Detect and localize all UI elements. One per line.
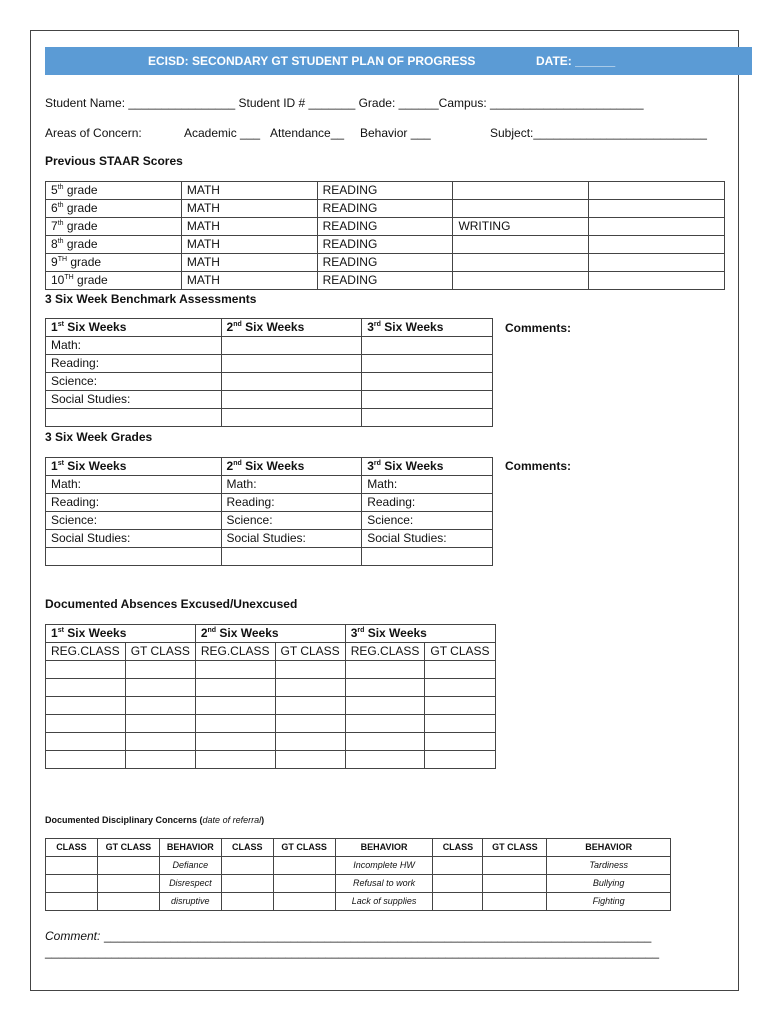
six-weeks-header-text: Six Weeks	[63, 459, 127, 473]
table-row	[46, 875, 671, 893]
class-cell[interactable]	[433, 893, 483, 911]
six-weeks-header-text: Six Weeks	[216, 626, 279, 640]
grade-suffix: grade	[63, 183, 98, 197]
behavior-cell[interactable]: Fighting	[547, 893, 671, 911]
grade-number: 6	[51, 201, 58, 215]
behavior-field[interactable]: Behavior ___	[360, 126, 431, 140]
discipline-header: CLASS	[433, 839, 483, 857]
absence-cell[interactable]	[345, 733, 425, 751]
score-cell[interactable]	[589, 182, 725, 200]
benchmark-table	[45, 318, 493, 427]
score-cell[interactable]: MATH	[181, 254, 317, 272]
score-cell[interactable]: READING	[317, 182, 453, 200]
subject-cell[interactable]: Reading:	[221, 494, 362, 512]
table-row	[46, 697, 496, 715]
six-weeks-header-num: 2	[200, 626, 208, 640]
staar-heading: Previous STAAR Scores	[45, 154, 183, 168]
six-weeks-header-sup: rd	[373, 321, 381, 328]
subject-cell[interactable]	[362, 548, 493, 566]
absence-cell[interactable]	[195, 715, 275, 733]
title-banner	[45, 47, 752, 75]
six-weeks-header-sup: st	[57, 321, 64, 328]
table-row	[46, 337, 493, 355]
table-row	[46, 391, 493, 409]
six-weeks-header-sup: nd	[233, 460, 242, 467]
subject-cell[interactable]	[362, 373, 493, 391]
absence-cell[interactable]	[46, 715, 126, 733]
header-row	[46, 458, 493, 476]
table-row	[46, 715, 496, 733]
absence-cell[interactable]	[345, 715, 425, 733]
class-cell[interactable]	[433, 875, 483, 893]
score-cell[interactable]: MATH	[181, 272, 317, 290]
table-row	[46, 661, 496, 679]
table-row	[46, 893, 671, 911]
staar-table	[45, 181, 725, 290]
score-cell[interactable]	[453, 254, 589, 272]
table-row	[46, 733, 496, 751]
subject-field[interactable]: Subject:__________________________	[490, 126, 707, 140]
table-row	[46, 409, 493, 427]
header-row	[46, 839, 671, 857]
subject-cell[interactable]	[46, 548, 222, 566]
score-cell[interactable]	[453, 182, 589, 200]
subject-cell[interactable]	[362, 391, 493, 409]
comment-line-1[interactable]: __________________________________________________________________________________	[104, 929, 652, 943]
class-cell[interactable]	[221, 893, 273, 911]
absence-cell[interactable]	[195, 679, 275, 697]
grade-suffix-sup: th	[57, 202, 64, 209]
six-weeks-header	[46, 625, 196, 643]
discipline-header: CLASS	[221, 839, 273, 857]
discipline-table	[45, 838, 671, 911]
class-cell[interactable]	[273, 893, 335, 911]
class-cell[interactable]	[97, 857, 159, 875]
subject-cell[interactable]	[221, 355, 362, 373]
discipline-heading-b: date of referral	[202, 815, 262, 825]
absence-cell[interactable]	[195, 697, 275, 715]
six-weeks-header-sup: st	[57, 627, 64, 634]
grade-suffix: grade	[63, 237, 98, 251]
six-weeks-header-sup: rd	[373, 460, 381, 467]
six-weeks-header-text: Six Weeks	[63, 626, 127, 640]
score-cell[interactable]: READING	[317, 218, 453, 236]
absence-cell[interactable]	[275, 751, 345, 769]
class-cell[interactable]	[483, 875, 547, 893]
score-cell[interactable]	[453, 236, 589, 254]
table-row	[46, 476, 493, 494]
score-cell[interactable]: WRITING	[453, 218, 589, 236]
score-cell[interactable]: MATH	[181, 236, 317, 254]
absence-cell[interactable]	[46, 679, 126, 697]
absence-cell[interactable]	[46, 751, 126, 769]
behavior-cell[interactable]: Bullying	[547, 875, 671, 893]
discipline-header: CLASS	[46, 839, 98, 857]
absence-cell[interactable]	[275, 661, 345, 679]
absence-cell[interactable]	[125, 697, 195, 715]
absence-cell[interactable]	[195, 661, 275, 679]
behavior-cell[interactable]: Incomplete HW	[335, 857, 433, 875]
grade-suffix: grade	[67, 255, 102, 269]
subject-cell[interactable]: Social Studies:	[46, 391, 222, 409]
subject-cell[interactable]	[221, 337, 362, 355]
grade-number: 10	[51, 273, 65, 287]
class-cell[interactable]	[46, 893, 98, 911]
grade-cell	[46, 200, 182, 218]
absence-cell[interactable]	[195, 733, 275, 751]
subject-cell[interactable]: Social Studies:	[46, 530, 222, 548]
grade-number: 8	[51, 237, 58, 251]
table-row	[46, 548, 493, 566]
grade-cell	[46, 272, 182, 290]
six-weeks-header-num: 3	[350, 626, 358, 640]
six-weeks-header-num: 1	[51, 626, 58, 640]
subject-cell[interactable]	[221, 409, 362, 427]
behavior-cell[interactable]: Disrespect	[159, 875, 221, 893]
six-weeks-header-text: Six Weeks	[241, 459, 305, 473]
table-row	[46, 530, 493, 548]
absences-heading: Documented Absences Excused/Unexcused	[45, 597, 298, 611]
six-weeks-header-text: Six Weeks	[380, 320, 444, 334]
discipline-heading	[45, 815, 264, 825]
behavior-cell[interactable]: Refusal to work	[335, 875, 433, 893]
attendance-field[interactable]: Attendance__	[270, 126, 345, 140]
six-weeks-header-num: 2	[226, 320, 234, 334]
subject-cell[interactable]	[221, 391, 362, 409]
discipline-heading-a: Documented Disciplinary Concerns (	[45, 815, 203, 825]
score-cell[interactable]	[589, 272, 725, 290]
class-cell[interactable]	[97, 875, 159, 893]
comment-label: Comment:	[45, 929, 101, 943]
grades-heading: 3 Six Week Grades	[45, 430, 153, 444]
absence-cell[interactable]	[425, 697, 495, 715]
score-cell[interactable]: READING	[317, 272, 453, 290]
form-title: ECISD: SECONDARY GT STUDENT PLAN OF PROGRESS	[148, 54, 476, 68]
academic-field[interactable]: Academic ___	[184, 126, 261, 140]
score-cell[interactable]	[589, 218, 725, 236]
table-row	[46, 218, 725, 236]
six-weeks-header	[46, 458, 222, 476]
six-weeks-header-sup: nd	[233, 321, 242, 328]
class-cell[interactable]	[273, 857, 335, 875]
absence-cell[interactable]	[425, 733, 495, 751]
table-row	[46, 355, 493, 373]
subheader-row	[46, 643, 496, 661]
discipline-header: GT CLASS	[97, 839, 159, 857]
class-cell[interactable]	[221, 875, 273, 893]
subject-cell[interactable]: Science:	[221, 512, 362, 530]
grade-suffix: grade	[63, 219, 98, 233]
six-weeks-header-num: 1	[51, 459, 58, 473]
behavior-cell[interactable]: disruptive	[159, 893, 221, 911]
absence-cell[interactable]	[125, 679, 195, 697]
class-cell[interactable]	[221, 857, 273, 875]
absence-cell[interactable]	[275, 679, 345, 697]
grade-suffix: grade	[63, 201, 98, 215]
grade-cell	[46, 254, 182, 272]
six-weeks-header	[362, 319, 493, 337]
class-type-header: REG.CLASS	[345, 643, 425, 661]
six-weeks-header	[195, 625, 345, 643]
absence-cell[interactable]	[345, 697, 425, 715]
table-row	[46, 182, 725, 200]
six-weeks-header	[362, 458, 493, 476]
absence-cell[interactable]	[425, 751, 495, 769]
six-weeks-header-num: 1	[51, 320, 58, 334]
discipline-header: GT CLASS	[273, 839, 335, 857]
grades-table	[45, 457, 493, 566]
class-cell[interactable]	[46, 857, 98, 875]
subject-cell[interactable]: Math:	[362, 476, 493, 494]
subject-cell[interactable]: Reading:	[46, 494, 222, 512]
score-cell[interactable]	[589, 236, 725, 254]
grade-cell	[46, 218, 182, 236]
table-row	[46, 751, 496, 769]
six-weeks-header-text: Six Weeks	[364, 626, 427, 640]
table-row	[46, 236, 725, 254]
table-row	[46, 494, 493, 512]
header-row	[46, 625, 496, 643]
subject-cell[interactable]	[221, 373, 362, 391]
subject-cell[interactable]: Reading:	[362, 494, 493, 512]
class-cell[interactable]	[433, 857, 483, 875]
six-weeks-header	[221, 458, 362, 476]
six-weeks-header-sup: nd	[207, 627, 217, 634]
class-cell[interactable]	[273, 875, 335, 893]
absence-cell[interactable]	[425, 679, 495, 697]
absence-cell[interactable]	[345, 661, 425, 679]
discipline-header: GT CLASS	[483, 839, 547, 857]
absence-cell[interactable]	[125, 715, 195, 733]
score-cell[interactable]: MATH	[181, 218, 317, 236]
six-weeks-header	[46, 319, 222, 337]
subject-cell[interactable]: Science:	[46, 373, 222, 391]
student-info-line[interactable]: Student Name: ________________ Student ID # _______ Grade: ______Campus: _______________________	[45, 96, 644, 110]
benchmark-heading: 3 Six Week Benchmark Assessments	[45, 292, 257, 306]
class-type-header: REG.CLASS	[46, 643, 126, 661]
six-weeks-header	[345, 625, 495, 643]
absence-cell[interactable]	[195, 751, 275, 769]
absence-cell[interactable]	[46, 661, 126, 679]
class-type-header: GT CLASS	[275, 643, 345, 661]
behavior-cell[interactable]: Defiance	[159, 857, 221, 875]
class-cell[interactable]	[97, 893, 159, 911]
table-row	[46, 679, 496, 697]
behavior-cell[interactable]: Lack of supplies	[335, 893, 433, 911]
grade-number: 5	[51, 183, 58, 197]
score-cell[interactable]: READING	[317, 254, 453, 272]
score-cell[interactable]: MATH	[181, 200, 317, 218]
date-field[interactable]: DATE: ______	[536, 54, 616, 68]
subject-cell[interactable]: Math:	[221, 476, 362, 494]
score-cell[interactable]: MATH	[181, 182, 317, 200]
class-cell[interactable]	[46, 875, 98, 893]
table-row	[46, 254, 725, 272]
absence-cell[interactable]	[275, 715, 345, 733]
subject-cell[interactable]	[362, 409, 493, 427]
subject-cell[interactable]: Social Studies:	[221, 530, 362, 548]
subject-cell[interactable]: Science:	[46, 512, 222, 530]
subject-cell[interactable]: Science:	[362, 512, 493, 530]
six-weeks-header-text: Six Weeks	[380, 459, 444, 473]
grade-cell	[46, 236, 182, 254]
absence-cell[interactable]	[46, 733, 126, 751]
subject-cell[interactable]: Reading:	[46, 355, 222, 373]
six-weeks-header-sup: rd	[357, 627, 365, 634]
six-weeks-header-sup: st	[57, 460, 64, 467]
table-row	[46, 512, 493, 530]
score-cell[interactable]	[453, 272, 589, 290]
grade-number: 7	[51, 219, 58, 233]
absence-cell[interactable]	[425, 661, 495, 679]
score-cell[interactable]	[589, 254, 725, 272]
absence-cell[interactable]	[425, 715, 495, 733]
absence-cell[interactable]	[125, 733, 195, 751]
six-weeks-header-num: 2	[226, 459, 234, 473]
discipline-header: BEHAVIOR	[159, 839, 221, 857]
discipline-heading-c: )	[261, 815, 265, 825]
benchmark-comments-label: Comments:	[505, 321, 572, 335]
grade-suffix-sup: th	[57, 238, 64, 245]
grade-number: 9	[51, 255, 58, 269]
subject-cell[interactable]	[46, 409, 222, 427]
subject-cell[interactable]: Math:	[46, 337, 222, 355]
absence-cell[interactable]	[275, 733, 345, 751]
six-weeks-header-text: Six Weeks	[63, 320, 127, 334]
behavior-cell[interactable]: Tardiness	[547, 857, 671, 875]
discipline-header: BEHAVIOR	[547, 839, 671, 857]
subject-cell[interactable]	[362, 337, 493, 355]
score-cell[interactable]	[589, 200, 725, 218]
score-cell[interactable]: READING	[317, 200, 453, 218]
absence-cell[interactable]	[345, 679, 425, 697]
grade-suffix-sup: TH	[64, 274, 74, 281]
class-type-header: GT CLASS	[425, 643, 495, 661]
score-cell[interactable]	[453, 200, 589, 218]
six-weeks-header-text: Six Weeks	[241, 320, 305, 334]
six-weeks-header-num: 3	[367, 320, 374, 334]
grade-cell	[46, 182, 182, 200]
areas-of-concern-label: Areas of Concern:	[45, 126, 142, 140]
grade-suffix-sup: th	[57, 220, 64, 227]
class-type-header: GT CLASS	[125, 643, 195, 661]
grades-comments-label: Comments:	[505, 459, 572, 473]
subject-cell[interactable]	[221, 548, 362, 566]
absence-cell[interactable]	[125, 751, 195, 769]
grade-suffix: grade	[73, 273, 108, 287]
absence-cell[interactable]	[46, 697, 126, 715]
absence-cell[interactable]	[345, 751, 425, 769]
class-cell[interactable]	[483, 893, 547, 911]
subject-cell[interactable]	[362, 355, 493, 373]
table-row	[46, 272, 725, 290]
table-row	[46, 857, 671, 875]
table-row	[46, 200, 725, 218]
discipline-header: BEHAVIOR	[335, 839, 433, 857]
absence-cell[interactable]	[125, 661, 195, 679]
score-cell[interactable]: READING	[317, 236, 453, 254]
table-row	[46, 373, 493, 391]
subject-cell[interactable]: Social Studies:	[362, 530, 493, 548]
subject-cell[interactable]: Math:	[46, 476, 222, 494]
header-row	[46, 319, 493, 337]
grade-suffix-sup: th	[57, 184, 64, 191]
absences-table	[45, 624, 496, 769]
class-cell[interactable]	[483, 857, 547, 875]
comment-line-2[interactable]: ____________________________________________________________________________________________	[45, 945, 659, 959]
grade-suffix-sup: TH	[57, 256, 68, 263]
six-weeks-header-num: 3	[367, 459, 374, 473]
absence-cell[interactable]	[275, 697, 345, 715]
six-weeks-header	[221, 319, 362, 337]
class-type-header: REG.CLASS	[195, 643, 275, 661]
